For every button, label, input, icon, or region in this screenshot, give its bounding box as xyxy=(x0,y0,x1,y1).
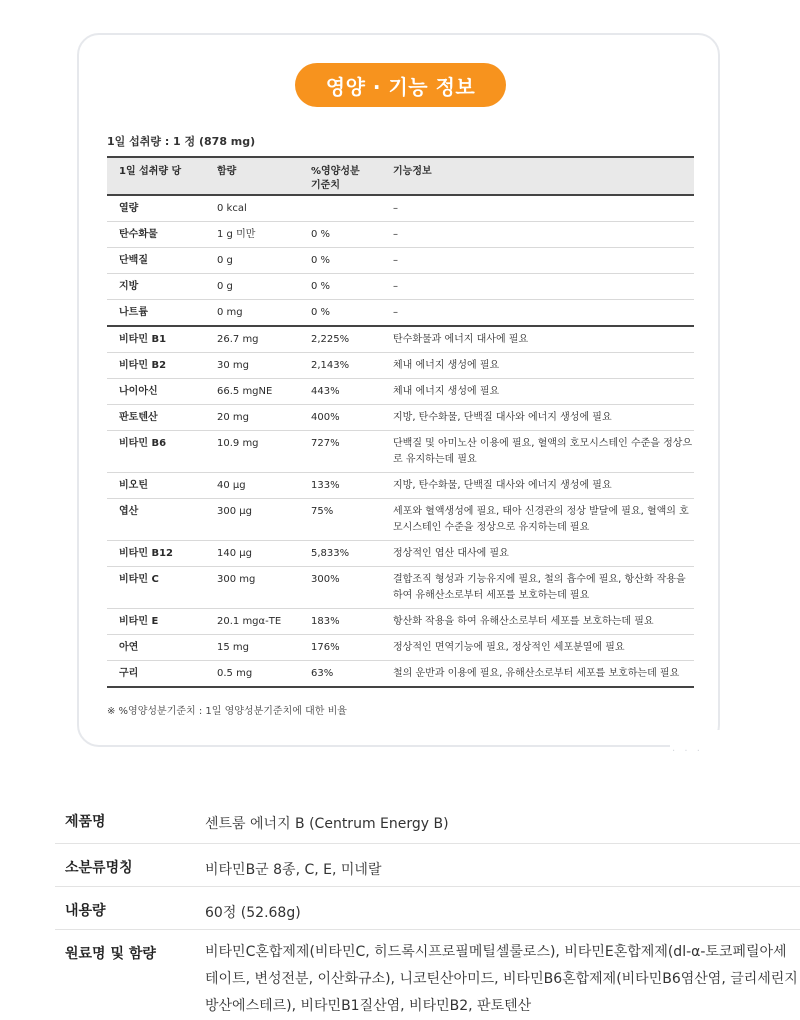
product-info-row xyxy=(55,844,800,887)
nutrition-row xyxy=(107,274,694,300)
nutrition-row xyxy=(107,195,694,222)
table-header-row xyxy=(107,157,694,195)
info-value: 비타민B군 8종, C, E, 미네랄 xyxy=(205,862,382,878)
nutrient-name: 비오틴 xyxy=(107,473,217,499)
nutrient-daily-value: 176% xyxy=(311,635,393,661)
nutrient-function: – xyxy=(393,248,694,274)
nutrient-amount: 30 mg xyxy=(217,353,311,379)
product-info-table xyxy=(55,800,800,1020)
nutrient-daily-value: 727% xyxy=(311,431,393,473)
nutrition-row xyxy=(107,379,694,405)
nutrient-name: 탄수화물 xyxy=(107,222,217,248)
nutrition-row xyxy=(107,499,694,541)
nutrient-name: 나트륨 xyxy=(107,300,217,327)
nutrient-function: 정상적인 면역기능에 필요, 정상적인 세포분열에 필요 xyxy=(393,635,694,661)
info-value: 센트룸 에너지 B (Centrum Energy B) xyxy=(205,816,449,832)
nutrient-name: 구리 xyxy=(107,661,217,688)
nutrient-daily-value: 0 % xyxy=(311,222,393,248)
nutrient-amount: 15 mg xyxy=(217,635,311,661)
nutrient-daily-value: 2,143% xyxy=(311,353,393,379)
product-info-row xyxy=(55,930,800,1020)
nutrition-row xyxy=(107,541,694,567)
nutrient-function: 세포와 혈액생성에 필요, 태아 신경관의 정상 발달에 필요, 혈액의 호모시스테인 수준을 정상으로 유지하는데 필요 xyxy=(393,499,694,541)
info-label: 소분류명칭 xyxy=(65,860,133,876)
nutrient-name: 아연 xyxy=(107,635,217,661)
nutrient-function: – xyxy=(393,300,694,327)
nutrient-daily-value: 133% xyxy=(311,473,393,499)
nutrient-name: 판토텐산 xyxy=(107,405,217,431)
nutrient-function: 항산화 작용을 하여 유해산소로부터 세포를 보호하는데 필요 xyxy=(393,609,694,635)
nutrient-name: 단백질 xyxy=(107,248,217,274)
nutrient-function: 체내 에너지 생성에 필요 xyxy=(393,353,694,379)
info-value: 60정 (52.68g) xyxy=(205,905,301,921)
header-function: 기능정보 xyxy=(393,157,694,195)
nutrient-function: – xyxy=(393,222,694,248)
nutrient-name: 비타민 B2 xyxy=(107,353,217,379)
nutrient-daily-value: 0 % xyxy=(311,274,393,300)
nutrient-amount: 140 μg xyxy=(217,541,311,567)
nutrition-row xyxy=(107,473,694,499)
nutrient-function: – xyxy=(393,274,694,300)
nutrient-amount: 66.5 mgNE xyxy=(217,379,311,405)
nutrient-daily-value: 5,833% xyxy=(311,541,393,567)
nutrient-amount: 20 mg xyxy=(217,405,311,431)
nutrition-row xyxy=(107,300,694,327)
section-title: 영양 · 기능 정보 xyxy=(325,74,476,99)
nutrient-amount: 40 μg xyxy=(217,473,311,499)
info-label: 내용량 xyxy=(65,903,106,919)
nutrient-name: 지방 xyxy=(107,274,217,300)
nutrient-name: 비타민 C xyxy=(107,567,217,609)
nutrient-function: 지방, 탄수화물, 단백질 대사와 에너지 생성에 필요 xyxy=(393,405,694,431)
nutrient-daily-value xyxy=(311,195,393,222)
nutrient-function: 정상적인 엽산 대사에 필요 xyxy=(393,541,694,567)
section-title-badge xyxy=(295,63,506,107)
nutrient-amount: 1 g 미만 xyxy=(217,222,311,248)
nutrition-row xyxy=(107,222,694,248)
nutrient-function: 철의 운반과 이용에 필요, 유해산소로부터 세포를 보호하는데 필요 xyxy=(393,661,694,688)
nutrient-function: – xyxy=(393,195,694,222)
header-amount: 함량 xyxy=(217,157,311,195)
nutrient-daily-value: 2,225% xyxy=(311,326,393,353)
nutrient-amount: 0 g xyxy=(217,274,311,300)
info-label: 원료명 및 함량 xyxy=(65,946,156,962)
info-label: 제품명 xyxy=(65,814,106,830)
nutrient-function: 탄수화물과 에너지 대사에 필요 xyxy=(393,326,694,353)
nutrient-function: 결합조직 형성과 기능유지에 필요, 철의 흡수에 필요, 항산화 작용을 하여 유해산소로부터 세포를 보호하는데 필요 xyxy=(393,567,694,609)
serving-size: 1일 섭취량 : 1 정 (878 mg) xyxy=(107,135,256,148)
nutrient-function: 단백질 및 아미노산 이용에 필요, 혈액의 호모시스테인 수준을 정상으로 유지하는데 필요 xyxy=(393,431,694,473)
nutrient-name: 열량 xyxy=(107,195,217,222)
nutrient-amount: 20.1 mgα-TE xyxy=(217,609,311,635)
nutrient-amount: 26.7 mg xyxy=(217,326,311,353)
nutrient-amount: 0 kcal xyxy=(217,195,311,222)
nutrition-row xyxy=(107,326,694,353)
nutrition-row xyxy=(107,248,694,274)
nutrient-daily-value: 300% xyxy=(311,567,393,609)
nutrient-amount: 10.9 mg xyxy=(217,431,311,473)
nutrition-row xyxy=(107,405,694,431)
nutrition-row xyxy=(107,353,694,379)
nutrition-row xyxy=(107,661,694,688)
nutrient-name: 비타민 E xyxy=(107,609,217,635)
header-daily-value: %영양성분 기준치 xyxy=(311,157,393,195)
product-info-row xyxy=(55,887,800,930)
nutrient-daily-value: 0 % xyxy=(311,248,393,274)
nutrient-function: 지방, 탄수화물, 단백질 대사와 에너지 생성에 필요 xyxy=(393,473,694,499)
nutrient-daily-value: 183% xyxy=(311,609,393,635)
nutrient-name: 나이아신 xyxy=(107,379,217,405)
nutrient-amount: 300 mg xyxy=(217,567,311,609)
nutrition-row xyxy=(107,567,694,609)
nutrient-function: 체내 에너지 생성에 필요 xyxy=(393,379,694,405)
footnote: ※ %영양성분기준치 : 1일 영양성분기준치에 대한 비율 xyxy=(107,706,347,717)
nutrition-row xyxy=(107,431,694,473)
nutrient-name: 비타민 B12 xyxy=(107,541,217,567)
nutrient-amount: 0 g xyxy=(217,248,311,274)
nutrient-daily-value: 443% xyxy=(311,379,393,405)
nutrient-amount: 300 μg xyxy=(217,499,311,541)
info-value: 비타민C혼합제제(비타민C, 히드록시프로필메틸셀룰로스), 비타민E혼합제제(dl-α-토코페릴아세테이트, 변성전분, 이산화규소), 니코틴산아미드, 비타민B6혼합제제(비타민B6염산염, 글리세린지방산에스테르), 비타민B1질산염, 비타민B2, 판토텐산 xyxy=(205,944,798,1014)
nutrition-row xyxy=(107,635,694,661)
nutrient-amount: 0.5 mg xyxy=(217,661,311,688)
nutrient-name: 비타민 B6 xyxy=(107,431,217,473)
nutrition-table xyxy=(107,156,694,688)
nutrient-daily-value: 75% xyxy=(311,499,393,541)
nutrient-daily-value: 0 % xyxy=(311,300,393,327)
nutrient-name: 엽산 xyxy=(107,499,217,541)
nutrient-amount: 0 mg xyxy=(217,300,311,327)
nutrient-name: 비타민 B1 xyxy=(107,326,217,353)
fade-dots: · · · xyxy=(672,746,703,757)
header-serving: 1일 섭취량 당 xyxy=(107,157,217,195)
nutrition-row xyxy=(107,609,694,635)
nutrient-daily-value: 63% xyxy=(311,661,393,688)
nutrient-daily-value: 400% xyxy=(311,405,393,431)
product-info-row xyxy=(55,800,800,844)
